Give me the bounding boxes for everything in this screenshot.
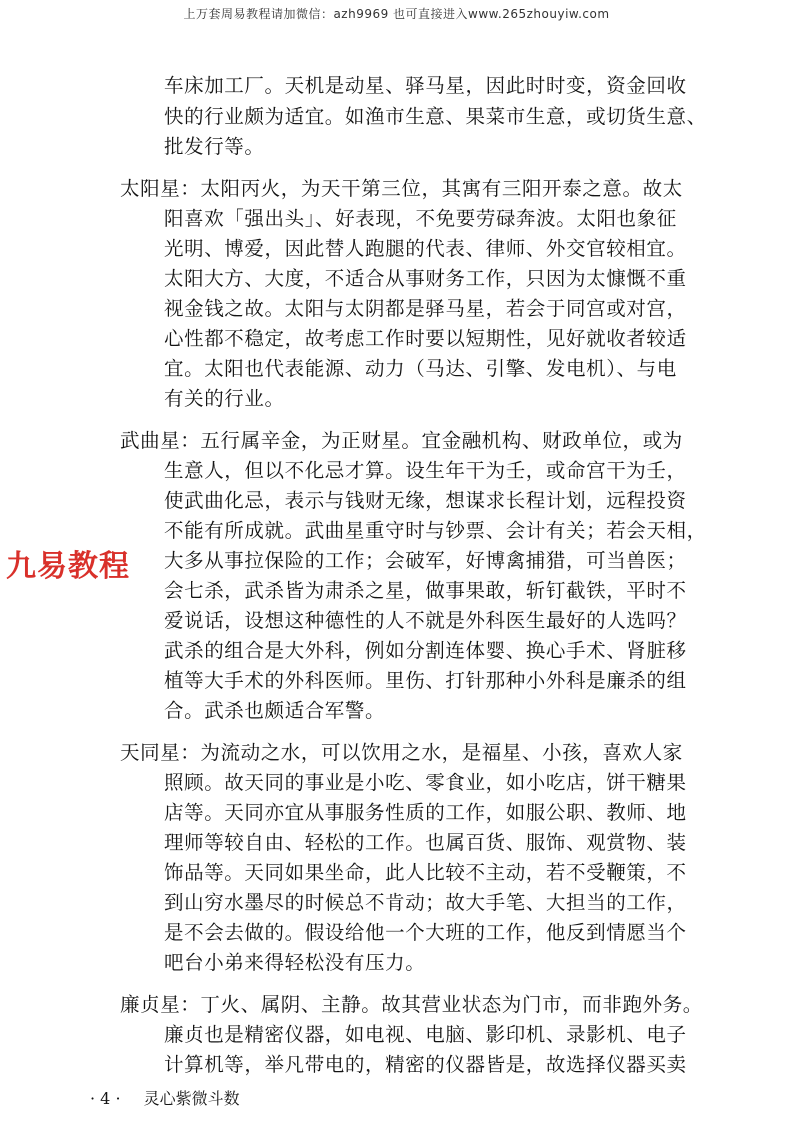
text-line: 天同星：为流动之水，可以饮用之水，是福星、小孩，喜欢人家 [120, 741, 683, 764]
text-line: 生意人，但以不化忌才算。设生年干为壬，或命宫干为壬， [164, 459, 687, 482]
text-line: 理师等较自由、轻松的工作。也属百货、服饰、观赏物、装 [164, 831, 687, 854]
page-header-notice: 上万套周易教程请加微信：azh9969 也可直接进入www.265zhouyiw.com [183, 7, 610, 21]
book-title: 灵心紫微斗数 [143, 1089, 240, 1108]
text-line: 心性都不稳定，故考虑工作时要以短期性，见好就收者较适 [164, 327, 687, 350]
text-line: 宜。太阳也代表能源、动力（马达、引擎、发电机）、与电 [164, 357, 677, 380]
text-line: 会七杀，武杀皆为肃杀之星，做事果敢，斩钉截铁，平时不 [164, 579, 687, 602]
text-line: 武杀的组合是大外科，例如分割连体婴、换心手术、肾脏移 [164, 639, 687, 662]
text-line: 植等大手术的外科医师。里伤、打针那种小外科是廉杀的组 [164, 669, 687, 692]
text-line: 店等。天同亦宜从事服务性质的工作，如服公职、教师、地 [164, 801, 687, 824]
text-line: 使武曲化忌，表示与钱财无缘，想谋求长程计划，远程投资 [164, 489, 687, 512]
text-line: 太阳大方、大度，不适合从事财务工作，只因为太慷慨不重 [164, 267, 687, 290]
text-line: 不能有所成就。武曲星重守时与钞票、会计有关；若会天相， [164, 519, 707, 542]
text-line: 吧台小弟来得轻松没有压力。 [164, 951, 426, 974]
watermark-logo: 九易教程 [6, 549, 130, 584]
text-line: 饰品等。天同如果坐命，此人比较不主动，若不受鞭策，不 [164, 861, 687, 884]
text-line: 阳喜欢「强出头」、好表现，不免要劳碌奔波。太阳也象征 [164, 207, 677, 230]
text-line: 有关的行业。 [164, 387, 285, 410]
text-line: 到山穷水墨尽的时候总不肯动；故大手笔、大担当的工作， [164, 891, 687, 914]
text-line: 批发行等。 [164, 135, 265, 158]
text-line: 车床加工厂。天机是动星、驿马星，因此时时变，资金回收 [164, 74, 687, 97]
text-line: 合。武杀也颇适合军警。 [164, 699, 386, 722]
text-line: 光明、博爱，因此替人跑腿的代表、律师、外交官较相宜。 [164, 237, 687, 260]
page-footer [90, 1086, 240, 1109]
text-line: 视金钱之故。太阳与太阴都是驿马星，若会于同宫或对宫， [164, 297, 687, 320]
text-line: 廉贞星：丁火、属阴、主静。故其营业状态为门市，而非跑外务。 [120, 993, 703, 1016]
text-line: 计算机等，举凡带电的，精密的仪器皆是，故选择仪器买卖 [164, 1053, 687, 1076]
text-line: 大多从事拉保险的工作；会破军，好博禽捕猎，可当兽医； [164, 549, 687, 572]
text-line: 是不会去做的。假设给他一个大班的工作，他反到情愿当个 [164, 921, 687, 944]
page-number: · 4 · [90, 1089, 121, 1108]
text-line: 廉贞也是精密仪器，如电视、电脑、影印机、录影机、电子 [164, 1023, 687, 1046]
text-line: 照顾。故天同的事业是小吃、零食业，如小吃店，饼干糖果 [164, 771, 687, 794]
text-line: 爱说话，设想这种德性的人不就是外科医生最好的人选吗？ [164, 609, 687, 632]
text-line: 武曲星：五行属辛金，为正财星。宜金融机构、财政单位，或为 [120, 429, 683, 452]
text-line: 快的行业颇为适宜。如渔市生意、果菜市生意，或切货生意、 [164, 105, 707, 128]
text-line: 太阳星：太阳丙火，为天干第三位，其寓有三阳开泰之意。故太 [120, 177, 683, 200]
